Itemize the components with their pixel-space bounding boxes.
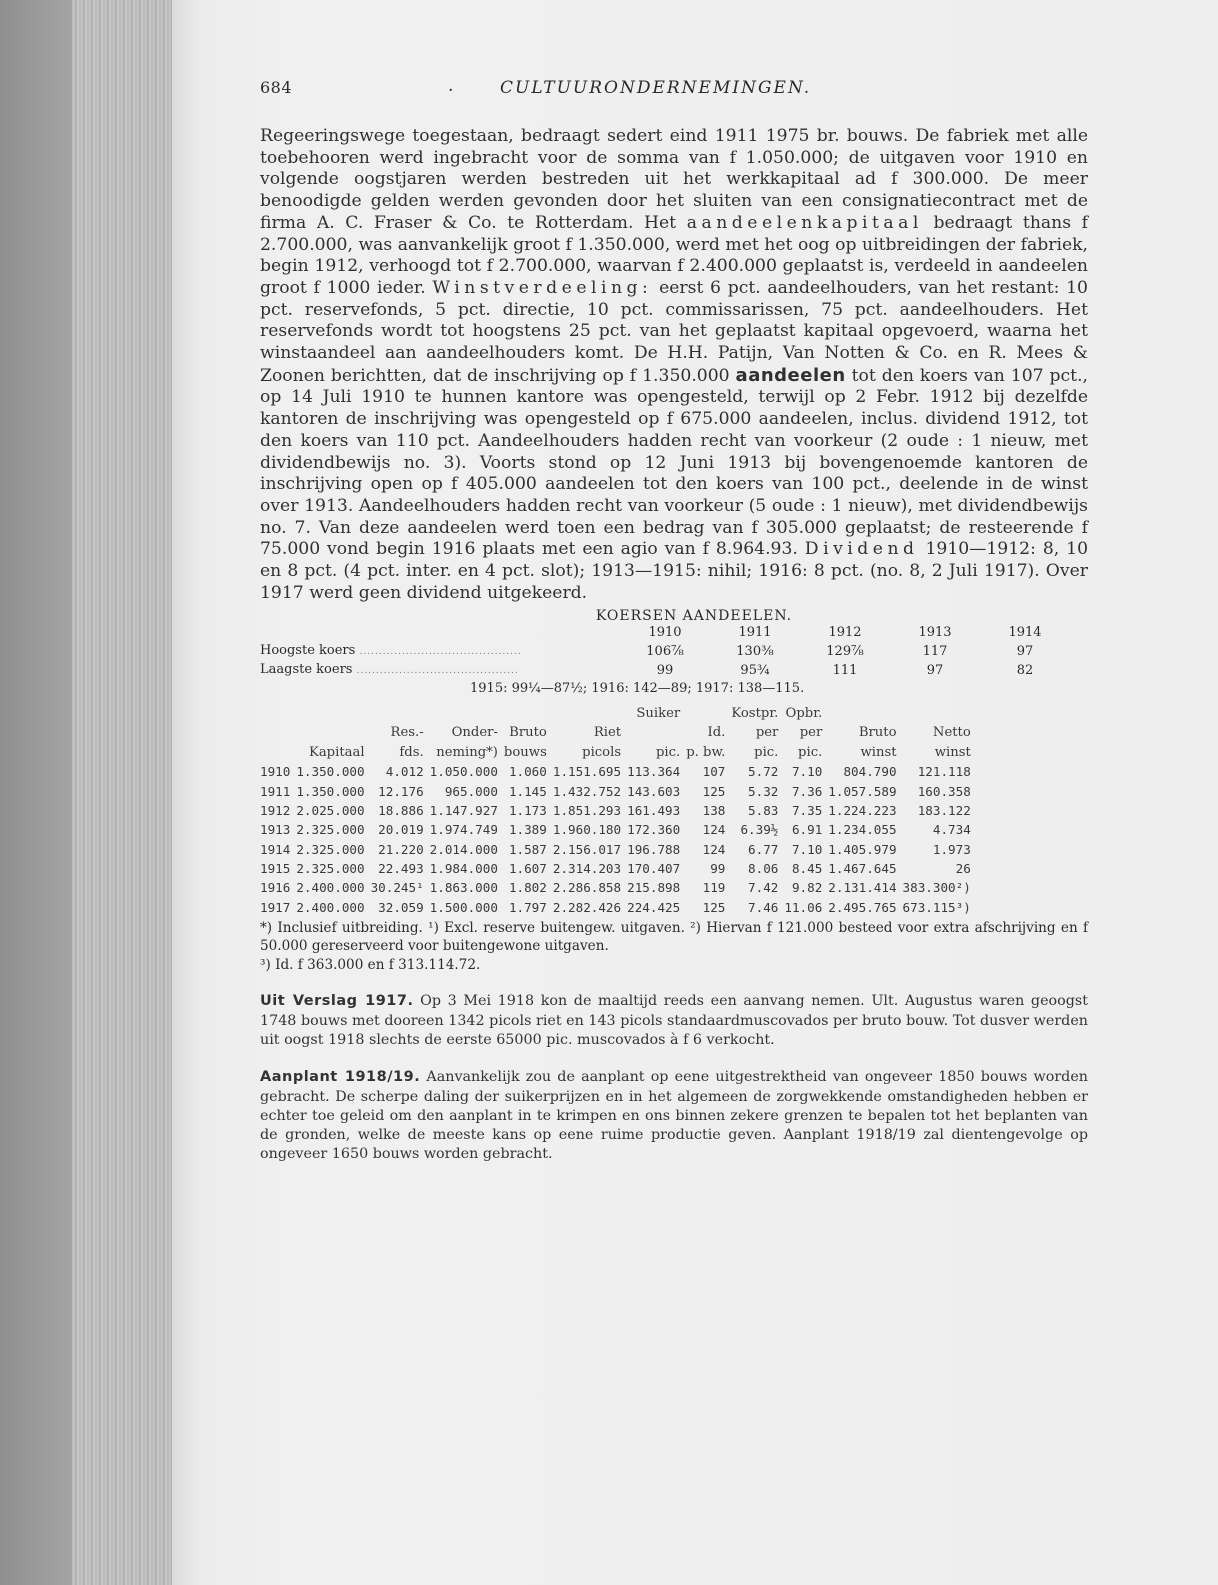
table-cell: 129⅞: [826, 643, 864, 659]
table-cell: 224.425: [627, 899, 681, 915]
column-header: Onder-: [451, 725, 498, 741]
planting-1918-paragraph: [260, 1068, 1088, 1164]
table-cell: 8.45: [791, 860, 823, 876]
table-cell: 1.350.000: [296, 783, 365, 799]
table-cell: 2.325.000: [296, 860, 365, 876]
table-cell: 143.603: [627, 783, 681, 799]
page-content: [260, 74, 1088, 1165]
table-cell: 2.400.000: [296, 880, 365, 896]
table-cell: 2.314.203: [552, 860, 622, 876]
section-heading: Uit Verslag 1917.: [260, 993, 414, 1010]
table-cell: 1.984.000: [429, 860, 498, 876]
table-cell: 117: [922, 643, 948, 659]
year-cell: 1914: [260, 841, 291, 857]
page-number: 684: [260, 78, 293, 97]
spaced-term-aandeelenkapitaal: aandeelenkapitaal: [686, 212, 923, 233]
column-header: Opbr.: [785, 705, 823, 721]
table-cell: 2.025.000: [296, 803, 365, 819]
header-row-3: [260, 743, 971, 763]
table-cell: 22.493: [378, 860, 424, 876]
table-cell: 5.72: [748, 764, 779, 780]
header-row-1: [260, 704, 971, 724]
text-segment: bedraagt thans f 2.700.000, was aanvankelijk groot f 1.350.000, werd met het oog op uitbreidingen der fabriek, begin 1912, verhoogd tot f 2.700.000, waarvan f 2.400.000 geplaatst is, verdeeld in aandeelen groot f 1000 ieder.: [260, 212, 1088, 298]
table-row: [260, 878, 971, 897]
table-cell: 124: [702, 822, 726, 838]
table-cell: 2.286.858: [552, 880, 622, 896]
running-head: [260, 74, 1088, 104]
table-cell: 124: [702, 841, 726, 857]
table-cell: 1.802: [508, 880, 547, 896]
footnote-line: ³) Id. f 363.000 en f 313.114.72.: [260, 956, 481, 973]
share-prices-table: [260, 624, 1070, 681]
column-header: [260, 723, 290, 743]
book-cover-edge: [0, 0, 72, 1585]
year-header: 1912: [828, 625, 862, 641]
year-cell: 1916: [260, 880, 291, 896]
table-cell: 2.325.000: [296, 822, 365, 838]
year-cell: 1913: [260, 822, 291, 838]
table-cell: 97: [926, 663, 944, 679]
table-cell: 6.77: [748, 841, 779, 857]
table-cell: 172.360: [627, 822, 681, 838]
table-cell: 161.493: [627, 803, 681, 819]
table-cell: 99: [656, 663, 674, 679]
table-cell: 111: [832, 663, 858, 679]
table-cell: 8.06: [748, 860, 779, 876]
table-cell: 1.405.979: [828, 841, 897, 857]
section-text: Aanvankelijk zou de aanplant op eene uitgestrektheid van ongeveer 1850 bouws worden gebracht. De scherpe daling der suikerprijzen en in het algemeen de zorgwekkende omstandigheden hebben er echter toe geleid om den aanplant in te krimpen en ons binnen zekere grenzen te bepalen tot het beplanten van de gronden, welke de meeste kans op eene ruime productie geven. Aanplant 1918/19 zal dientengevolge op ongeveer 1650 bouws worden gebracht.: [260, 1069, 1088, 1163]
table-cell: 1.797: [508, 899, 547, 915]
table-row: [260, 820, 971, 839]
table-cell: 1.607: [508, 860, 547, 876]
footnote-line: *) Inclusief uitbreiding. ¹) Excl. reserve buitengew. uitgaven. ²) Hiervan f 121.000 besteed voor extra afschrijving en f 50.000 gereserveerd voor buitengewone uitgaven.: [260, 919, 1088, 955]
year-header: 1913: [918, 625, 952, 641]
column-header: per: [799, 725, 823, 741]
table-cell: 18.886: [378, 803, 424, 819]
table-cell: 673.115³): [902, 899, 971, 915]
column-header: pic.: [798, 744, 823, 760]
column-header: [260, 743, 290, 763]
page-stack-edges: [72, 0, 173, 1585]
table-cell: 6.91: [791, 822, 823, 838]
table-cell: 30.245¹: [370, 880, 424, 896]
header-separator: .: [448, 76, 454, 96]
table-cell: 1.500.000: [429, 899, 498, 915]
table-cell: 160.358: [917, 783, 971, 799]
table-cell: 26: [955, 860, 971, 876]
table-cell: 7.10: [791, 841, 823, 857]
table-footnotes: [260, 919, 1088, 975]
year-cell: 1915: [260, 860, 291, 876]
column-header: neming*): [436, 744, 498, 760]
table-row: [260, 859, 971, 878]
table-cell: 119: [702, 880, 726, 896]
table-cell: 125: [702, 783, 726, 799]
table-cell: 11.06: [784, 899, 823, 915]
column-header: [365, 704, 424, 724]
table-cell: 6.39½: [740, 822, 779, 838]
table-cell: 1.863.000: [429, 880, 498, 896]
column-header: winst: [860, 744, 897, 760]
column-header: fds.: [399, 744, 424, 760]
row-label: Laagste koers: [260, 662, 353, 678]
text-segment: Regeeringswege toegestaan, bedraagt sedert eind 1911 1975 br. bouws. De fabriek met alle toebehooren werd ingebracht voor de somma van f 1.050.000; de uitgaven voor 1910 en volgende oogstjaren werden bestreden uit het werkkapitaal ad f 300.000. De meer benoodigde gelden werden gevonden door het sluiten van een consignatiecontract met de firma A. C. Fraser & Co. te Rotterdam. Het: [260, 126, 1088, 233]
table-cell: 113.364: [627, 764, 681, 780]
bold-term-aandeelen: aandeelen: [735, 364, 846, 386]
column-header: [290, 704, 364, 724]
table-row: [260, 898, 971, 917]
share-prices-title: KOERSEN AANDEELEN.: [595, 608, 793, 625]
header-row-2: [260, 723, 971, 743]
table-cell: 21.220: [378, 841, 424, 857]
financial-results-table: [260, 704, 971, 917]
text-segment: eerst 6 pct. aandeelhouders, van het restant: 10 pct. reservefonds, 5 pct. directie, 10 pct. commissarissen, 75 pct. aandeelhouders. Het reservefonds wordt tot hoogstens 25 pct. van het geplaatst kapitaal opgevoerd, waarna het winstaandeel aan aandeelhouders komt. De H.H. Patijn, Van Notten & Co. en R. Mees & Zoonen berichtten, dat de inschrijving op f 1.350.000: [260, 277, 1088, 386]
table-cell: 2.282.426: [552, 899, 622, 915]
column-header: pic.: [655, 744, 681, 760]
column-header: [822, 704, 896, 724]
table-cell: 97: [1016, 643, 1034, 659]
column-header: Res.-: [390, 725, 424, 741]
column-header: [621, 723, 680, 743]
table-row: [260, 661, 1070, 681]
column-header: Kostpr.: [731, 705, 779, 721]
table-cell: 1.050.000: [429, 764, 498, 780]
column-header: [424, 704, 498, 724]
section-text: Op 3 Mei 1918 kon de maaltijd reeds een aanvang nemen. Ult. Augustus waren geoogst 1748 bouws met dooreen 1342 picols riet en 143 picols standaardmuscovados per bruto bouw. Tot dusver werden uit oogst 1918 slechts de eerste 65000 pic. muscovados à f 6 verkocht.: [260, 993, 1088, 1048]
table-cell: 965.000: [444, 783, 498, 799]
table-cell: 2.131.414: [828, 880, 897, 896]
table-cell: 107: [702, 764, 726, 780]
year-header: 1910: [648, 625, 682, 641]
column-header: winst: [934, 744, 971, 760]
spaced-term-winstverdeeling: Winstverdeeling:: [432, 277, 653, 298]
table-cell: 2.495.765: [828, 899, 897, 915]
text-segment: 1910—1912: 8, 10 en 8 pct. (4 pct. inter. en 4 pct. slot); 1913—1915: nihil; 1916: 8 pct. (no. 8, 2 Juli 1917). Over 1917 werd geen dividend uitgekeerd.: [260, 539, 1088, 603]
row-label: Hoogste koers: [260, 642, 356, 658]
table-row: [260, 642, 1070, 662]
column-header: picols: [582, 744, 622, 760]
table-cell: 5.83: [748, 803, 779, 819]
table-cell: 1.173: [508, 803, 547, 819]
company-description-paragraph: [260, 126, 1088, 604]
table-cell: 95¾: [740, 663, 770, 679]
table-cell: 7.10: [791, 764, 823, 780]
text-segment: tot den koers van 107 pct., op 14 Juli 1910 te hunnen kantore was opengesteld, terwijl op 2 Febr. 1912 bij dezelfde kantoren de inschrijving was opengesteld op f 675.000 aandeelen, inclus. dividend 1912, tot den koers van 110 pct. Aandeelhouders hadden recht van voorkeur (2 oude : 1 nieuw, met dividendbewijs no. 3). Voorts stond op 12 Juni 1913 bij bovengenoemde kantoren de inschrijving open op f 405.000 aandeelen tot den koers van 100 pct., deelende in de winst over 1913. Aandeelhouders hadden recht van voorkeur (5 oude : 1 nieuw), met dividendbewijs no. 7. Van deze aandeelen werd toen een bedrag van f 305.000 geplaatst; de resteerende f 75.000 vond begin 1916 plaats met een agio van f 8.964.93.: [260, 365, 1088, 560]
table-cell: 1.851.293: [552, 803, 622, 819]
table-cell: 383.300²): [902, 880, 971, 896]
table-cell: 2.156.017: [552, 841, 622, 857]
table-cell: 2.400.000: [296, 899, 365, 915]
table-cell: 1.467.645: [828, 860, 897, 876]
table-cell: 196.788: [627, 841, 681, 857]
table-cell: 125: [702, 899, 726, 915]
column-header: Netto: [932, 725, 971, 741]
table-row: [260, 801, 971, 820]
report-1917-paragraph: [260, 992, 1088, 1050]
table-row: [260, 782, 971, 801]
table-cell: 12.176: [378, 783, 424, 799]
year-cell: 1911: [260, 783, 291, 799]
table-cell: 1.587: [508, 841, 547, 857]
table-cell: 99: [710, 860, 726, 876]
column-header: [260, 704, 290, 724]
year-cell: 1910: [260, 764, 291, 780]
table-cell: 121.118: [917, 764, 971, 780]
year-cell: 1917: [260, 899, 291, 915]
column-header: Riet: [593, 725, 622, 741]
column-header: [680, 704, 725, 724]
table-cell: 32.059: [378, 899, 424, 915]
share-prices-years-row: [260, 624, 1070, 642]
column-header: per: [755, 725, 779, 741]
table-cell: 1.350.000: [296, 764, 365, 780]
table-cell: 9.82: [791, 880, 823, 896]
table-cell: 1.224.223: [828, 803, 897, 819]
column-header: Suiker: [636, 705, 681, 721]
leader-dots: ..........................................: [359, 646, 522, 657]
leader-dots: ..........................................: [356, 666, 519, 677]
table-cell: 1.973: [932, 841, 971, 857]
spaced-term-dividend: Dividend: [804, 539, 919, 560]
column-header: [290, 723, 364, 743]
table-row: [260, 840, 971, 859]
book-page: [172, 0, 1218, 1585]
table-cell: 7.46: [748, 899, 779, 915]
table-cell: 7.35: [791, 803, 823, 819]
column-header: pic.: [754, 744, 779, 760]
table-cell: 138: [702, 803, 726, 819]
table-cell: 1.389: [508, 822, 547, 838]
year-header: 1914: [1008, 625, 1042, 641]
table-cell: 7.42: [748, 880, 779, 896]
column-header: Kapitaal: [308, 744, 365, 760]
table-cell: 130⅜: [736, 643, 774, 659]
column-header: bouws: [503, 744, 547, 760]
table-cell: 804.790: [843, 764, 897, 780]
table-row: [260, 762, 971, 781]
table-cell: 7.36: [791, 783, 823, 799]
table-cell: 170.407: [627, 860, 681, 876]
table-cell: 82: [1016, 663, 1034, 679]
year-cell: 1912: [260, 803, 291, 819]
year-header: 1911: [738, 625, 772, 641]
column-header: Id.: [707, 725, 726, 741]
table-cell: 2.014.000: [429, 841, 498, 857]
table-cell: 20.019: [378, 822, 424, 838]
column-header: [897, 704, 971, 724]
table-cell: 106⅞: [646, 643, 684, 659]
table-cell: 215.898: [627, 880, 681, 896]
share-prices-note: 1915: 99¼—87½; 1916: 142—89; 1917: 138—115.: [470, 680, 805, 696]
table-cell: 1.432.752: [552, 783, 622, 799]
table-cell: 4.012: [385, 764, 424, 780]
column-header: Bruto: [858, 725, 897, 741]
financial-results-body: [260, 762, 971, 916]
table-cell: 1.145: [508, 783, 547, 799]
running-title: CULTUURONDERNEMINGEN.: [500, 78, 812, 98]
table-cell: 2.325.000: [296, 841, 365, 857]
column-header: [498, 704, 547, 724]
table-cell: 1.234.055: [828, 822, 897, 838]
section-heading: Aanplant 1918/19.: [260, 1069, 421, 1086]
table-cell: 1.151.695: [552, 764, 622, 780]
table-cell: 183.122: [917, 803, 971, 819]
table-cell: 1.057.589: [828, 783, 897, 799]
column-header: [547, 704, 621, 724]
column-header: p. bw.: [686, 744, 726, 760]
table-cell: 1.974.749: [429, 822, 498, 838]
table-cell: 1.060: [508, 764, 547, 780]
table-cell: 1.960.180: [552, 822, 622, 838]
table-cell: 5.32: [748, 783, 779, 799]
column-header: Bruto: [509, 725, 547, 741]
table-cell: 4.734: [932, 822, 971, 838]
table-cell: 1.147.927: [429, 803, 498, 819]
